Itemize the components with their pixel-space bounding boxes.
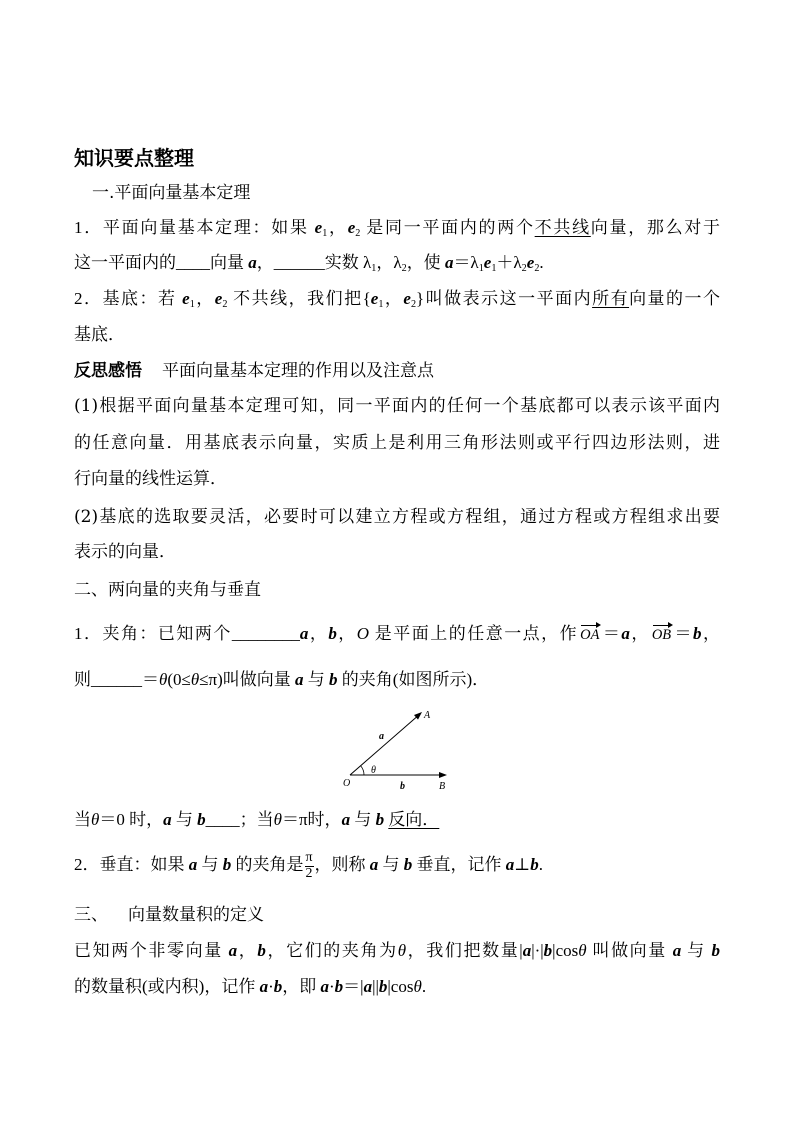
vector-symbol: e <box>483 253 492 272</box>
text-run: 的数量积(或内积)，记作 <box>74 977 260 996</box>
vector-symbol: a <box>505 855 515 875</box>
text-run: ， <box>336 624 357 643</box>
section-number: 三、 <box>74 905 108 925</box>
vector-symbol: a <box>228 941 238 960</box>
text-run: |cos <box>387 977 414 996</box>
vector-symbol: a <box>363 977 373 996</box>
reflection-line-1: (1)根据平面向量基本定理可知，同一平面内的任何一个基底都可以表示该平面内 <box>74 396 720 416</box>
vector-symbol: a <box>259 977 269 996</box>
bold-label: 反思感悟 <box>74 361 142 381</box>
section-heading-angle-perpendicular: 二、两向量的夹角与垂直 <box>74 580 261 600</box>
angle-line-1 <box>74 622 720 646</box>
text-run: (0≤ <box>167 670 191 689</box>
label-point-A: A <box>424 710 431 721</box>
section-title: 向量数量积的定义 <box>128 905 264 925</box>
ray-b-arrowhead <box>439 772 447 778</box>
vector-symbol: b <box>711 941 721 960</box>
vector-symbol: b <box>530 855 539 875</box>
vector-symbol: a <box>299 624 309 643</box>
text-run: 这一平面内的____向量 <box>74 253 249 272</box>
vector-symbol: a <box>248 253 257 272</box>
subscript: 1 <box>322 228 328 240</box>
perpendicular-line <box>74 850 544 881</box>
text-run: 的夹角(如图所示)． <box>337 670 490 689</box>
section-heading-dot-product <box>74 903 264 927</box>
vector-symbol: b <box>378 977 388 996</box>
vector-symbol: a <box>320 977 329 996</box>
text-run: || <box>372 977 379 996</box>
text-run: 叫做向量 <box>586 941 673 960</box>
text-run: . <box>538 855 544 875</box>
section-heading-basis-theorem: 一.平面向量基本定理 <box>92 183 251 203</box>
text-run: 与 <box>171 810 198 829</box>
vector-symbol: a <box>522 941 532 960</box>
text-run: ＝π时， <box>281 810 342 829</box>
italic-symbol: θ <box>159 670 168 689</box>
vector-symbol: a <box>188 855 198 875</box>
text-run: ，它们的夹角为 <box>265 941 398 960</box>
text-run: ，使 <box>406 253 445 272</box>
text-run: · <box>329 977 335 996</box>
text-run: 向量，那么对于 <box>590 218 721 237</box>
subscript: 2 <box>534 263 540 275</box>
subscript: 2 <box>410 299 417 311</box>
text-run: ＝λ <box>453 253 479 272</box>
text-run: ， <box>701 624 721 643</box>
vector-symbol: b <box>328 624 337 643</box>
theorem-line-2 <box>74 251 544 275</box>
text-run: 2．垂直：如果 <box>74 855 189 875</box>
italic-symbol: θ <box>273 810 282 829</box>
text-run: ， <box>383 289 404 308</box>
text-run: ， <box>308 624 329 643</box>
vector-symbol: b <box>329 670 338 689</box>
vector-symbol: b <box>543 941 553 960</box>
underlined-text: 不共线 <box>534 218 591 237</box>
label-theta: θ <box>371 765 376 776</box>
text-run: 是平面上的任意一点，作 <box>369 624 579 643</box>
italic-symbol: θ <box>91 810 100 829</box>
text-run: 当 <box>74 810 91 829</box>
vector-symbol: e <box>314 218 323 237</box>
subscript: 2 <box>401 263 407 275</box>
fraction-numerator: π <box>305 850 313 865</box>
text-run: · <box>268 977 274 996</box>
vector-symbol: a <box>672 941 682 960</box>
text-run: 2．基底：若 <box>74 289 183 308</box>
text-run: 与 <box>350 810 376 829</box>
text-run: 与 <box>197 855 223 875</box>
italic-symbol: O <box>356 624 370 643</box>
text-run: . <box>539 253 544 272</box>
underlined-text: 所有 <box>592 289 630 308</box>
vector-symbol: b <box>334 977 344 996</box>
vector-symbol: b <box>222 855 232 875</box>
text-run: ⊥ <box>514 855 531 875</box>
text-run: ＝ <box>673 624 694 643</box>
vector-symbol: b <box>693 624 702 643</box>
text-run: ＝ <box>601 624 622 643</box>
vector-symbol: a <box>369 855 379 875</box>
text-run: |·| <box>531 941 544 960</box>
vector-symbol: b <box>257 941 266 960</box>
vector-symbol: e <box>403 289 411 308</box>
vector-symbol: a <box>341 810 351 829</box>
vector-symbol: e <box>526 253 535 272</box>
text-run: ， <box>629 624 650 643</box>
text-run: 垂直，记作 <box>412 855 506 875</box>
vector-symbol: b <box>197 810 206 829</box>
label-vector-a: a <box>379 731 384 742</box>
vector-symbol: a <box>444 253 454 272</box>
subscript: 1 <box>371 263 377 275</box>
vector-symbol: e <box>347 218 356 237</box>
text-run: 与 <box>681 941 712 960</box>
angle-line-3 <box>74 808 439 832</box>
reflection-heading <box>74 359 434 383</box>
text-run: 向量的一个 <box>629 289 721 308</box>
text-run: ，______实数 λ <box>256 253 372 272</box>
text-run: 已知两个非零向量 <box>74 941 229 960</box>
text-run: 是同一平面内的两个 <box>360 218 535 237</box>
text-run: 平面向量基本定理的作用以及注意点 <box>162 361 434 381</box>
vector-symbol: e <box>182 289 190 308</box>
subscript: 2 <box>355 228 361 240</box>
text-run: . <box>421 977 427 996</box>
text-run: ，即 <box>282 977 321 996</box>
angle-arc <box>361 766 364 775</box>
arrow-vector: OB <box>651 627 672 643</box>
italic-symbol: θ <box>413 977 422 996</box>
vector-symbol: a <box>163 810 172 829</box>
italic-symbol: θ <box>397 941 407 960</box>
text-run: }叫做表示这一平面内 <box>416 289 593 308</box>
vector-symbol: a <box>621 624 630 643</box>
vector-symbol: e <box>214 289 223 308</box>
subscript: 1 <box>478 263 484 275</box>
italic-symbol: θ <box>190 670 200 689</box>
reflection-line-2: 的任意向量．用基底表示向量，实质上是利用三角形法则或平行四边形法则，进 <box>74 433 720 453</box>
text-run: ≤π)叫做向量 <box>199 670 296 689</box>
label-point-B: B <box>439 781 446 792</box>
text-run: 1．夹角：已知两个________ <box>74 624 300 643</box>
vector-symbol: b <box>375 810 385 829</box>
label-vector-b: b <box>400 781 405 792</box>
text-run: 1．平面向量基本定理：如果 <box>74 218 315 237</box>
angle-figure <box>330 700 470 795</box>
vector-symbol: b <box>403 855 413 875</box>
text-run: ＝| <box>343 977 364 996</box>
ray-a <box>350 714 420 775</box>
basis-line-2: 基底． <box>74 325 125 344</box>
text-run: ，λ <box>376 253 402 272</box>
underlined-text: 反向． <box>388 810 440 829</box>
subscript: 2 <box>521 263 527 275</box>
text-run: 的夹角是 <box>231 855 304 875</box>
text-run: |cos <box>552 941 579 960</box>
text-run: ， <box>194 289 215 308</box>
text-run: 不共线，我们把{ <box>227 289 371 308</box>
dot-product-line-2 <box>74 975 426 999</box>
angle-line-2 <box>74 668 489 692</box>
theorem-line-1 <box>74 216 720 240</box>
reflection-line-3: 行向量的线性运算． <box>74 469 227 489</box>
basis-line-1 <box>74 287 720 311</box>
text-run: ，我们把数量| <box>406 941 523 960</box>
page-title: 知识要点整理 <box>74 146 194 170</box>
arrow-vector: OA <box>580 627 600 643</box>
text-run: 与 <box>378 855 404 875</box>
text-run: ＋λ <box>496 253 522 272</box>
fraction <box>305 851 314 881</box>
text-run: ， <box>237 941 258 960</box>
text-run: ____；当 <box>205 810 274 829</box>
text-run: 则______＝ <box>74 670 159 689</box>
subscript: 1 <box>378 299 384 311</box>
vector-symbol: e <box>370 289 379 308</box>
subscript: 1 <box>491 263 497 275</box>
dot-product-line-1 <box>74 939 720 963</box>
subscript: 1 <box>189 299 195 311</box>
text-run: 与 <box>303 670 330 689</box>
vector-symbol: a <box>295 670 304 689</box>
italic-symbol: θ <box>578 941 587 960</box>
text-run: ＝0 时， <box>99 810 164 829</box>
text-run: ， <box>327 218 348 237</box>
fraction-denominator: 2 <box>305 865 313 881</box>
subscript: 2 <box>222 299 228 311</box>
vector-symbol: b <box>273 977 283 996</box>
reflection-line-5: 表示的向量． <box>74 542 176 562</box>
text-run: ，则称 <box>314 855 370 875</box>
label-point-O: O <box>343 778 351 789</box>
reflection-line-4: (2)基底的选取要灵活，必要时可以建立方程或方程组，通过方程或方程组求出要 <box>74 507 720 527</box>
